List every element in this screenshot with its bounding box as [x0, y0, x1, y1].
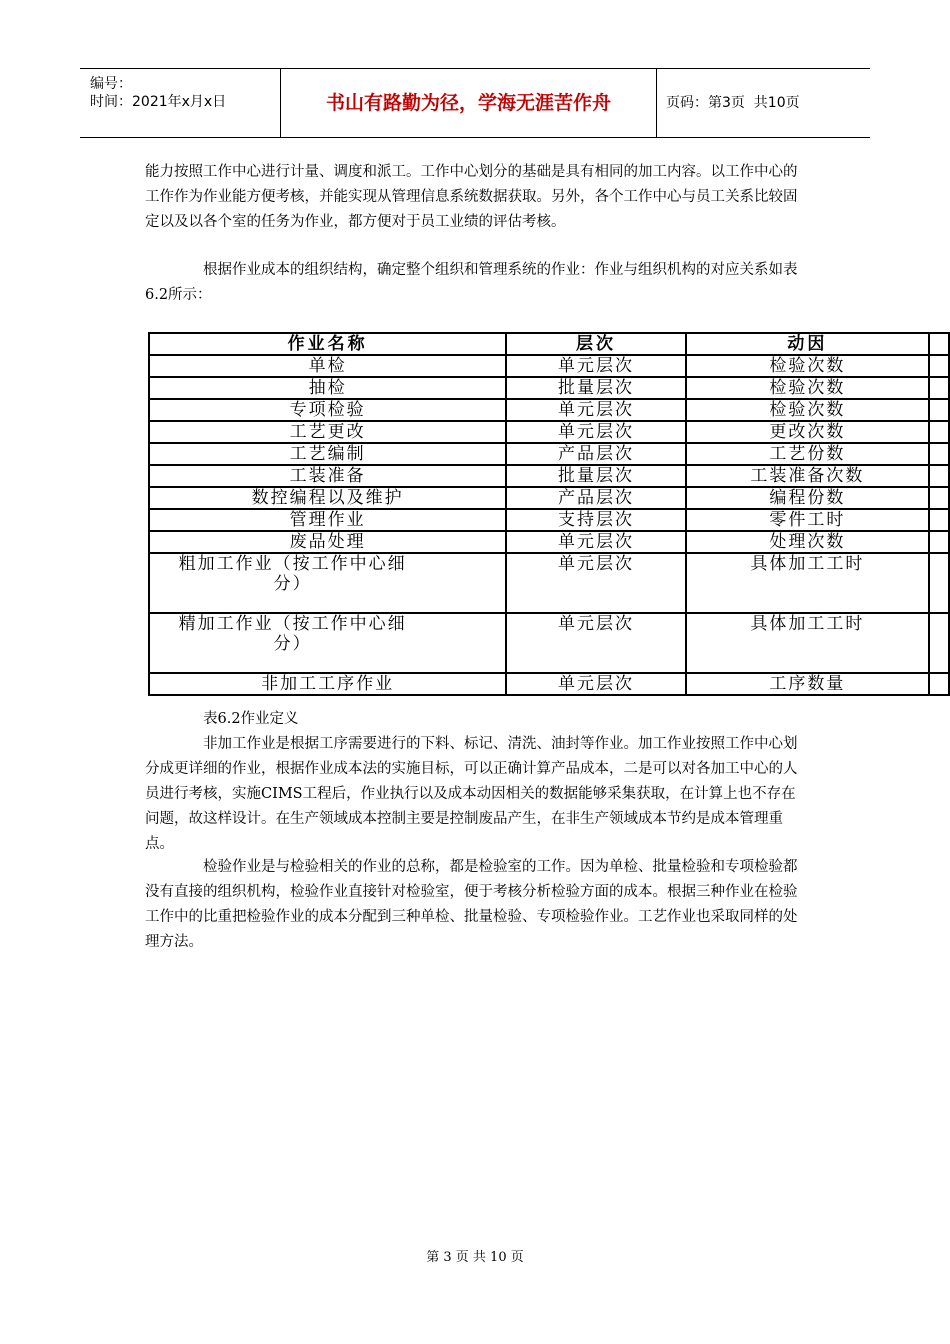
table-cell: 抽检	[149, 377, 506, 399]
table-cell	[929, 443, 949, 465]
table-row	[149, 509, 949, 531]
table-cell	[929, 673, 949, 695]
table-cell: 工装准备	[149, 465, 506, 487]
table-cell: 单元层次	[506, 421, 685, 443]
table-cell: 工艺更改	[149, 421, 506, 443]
table-cell: 检验次数	[686, 399, 929, 421]
table-header-cell	[929, 333, 949, 355]
table-cell: 精加工作业（按工作中心细分）	[149, 613, 506, 673]
table-cell: 管理作业	[149, 509, 506, 531]
table-row	[149, 421, 949, 443]
table-cell: 检验次数	[686, 377, 929, 399]
table-row	[149, 613, 949, 673]
table-cell: 工装准备次数	[686, 465, 929, 487]
paragraph: 根据作业成本的组织结构，确定整个组织和管理系统的作业：作业与组织机构的对应关系如表6.2所示：	[145, 262, 798, 303]
header-meta	[80, 69, 280, 137]
table-cell: 单元层次	[506, 399, 685, 421]
table-cell: 工艺编制	[149, 443, 506, 465]
table-cell	[929, 355, 949, 377]
table-cell: 处理次数	[686, 531, 929, 553]
table-cell: 检验次数	[686, 355, 929, 377]
table-cell: 数控编程以及维护	[149, 487, 506, 509]
table-cell: 编程份数	[686, 487, 929, 509]
page-header	[80, 68, 870, 138]
paragraph: 检验作业是与检验相关的作业的总称，都是检验室的工作。因为单检、批量检验和专项检验都没有直接的组织机构，检验作业直接针对检验室，便于考核分析检验方面的成本。根据三种作业在检验工作中的比重把检验作业的成本分配到三种单检、批量检验、专项检验作业。工艺作业也采取同样的处理方法。	[145, 859, 798, 950]
table-cell	[929, 465, 949, 487]
table-cell: 批量层次	[506, 377, 685, 399]
table-row	[149, 443, 949, 465]
table-header-cell: 作业名称	[149, 333, 506, 355]
table-cell: 废品处理	[149, 531, 506, 553]
table-cell: 批量层次	[506, 465, 685, 487]
table-header-cell: 动因	[686, 333, 929, 355]
table-row	[149, 487, 949, 509]
page-footer: 第 3 页 共 10 页	[426, 1250, 524, 1265]
table-cell: 工序数量	[686, 673, 929, 695]
table-row	[149, 399, 949, 421]
table-row	[149, 553, 949, 613]
table-caption: 表6.2作业定义	[203, 711, 299, 727]
table-row	[149, 531, 949, 553]
table-row	[149, 465, 949, 487]
table-cell: 具体加工工时	[686, 553, 929, 613]
header-page-info: 页码：第3页 共10页	[666, 95, 800, 111]
header-motto: 书山有路勤为径，学海无涯苦作舟	[325, 92, 611, 114]
table-cell: 零件工时	[686, 509, 929, 531]
paragraph: 能力按照工作中心进行计量、调度和派工。工作中心划分的基础是具有相同的加工内容。以工作中心的工作作为作业能方便考核，并能实现从管理信息系统数据获取。另外，各个工作中心与员工关系比较固定以及以各个室的任务为作业，都方便对于员工业绩的评估考核。	[145, 164, 798, 230]
table-row	[149, 355, 949, 377]
table-cell	[929, 487, 949, 509]
table-header-row	[149, 333, 949, 355]
table-cell: 粗加工作业（按工作中心细分）	[149, 553, 506, 613]
table-cell: 产品层次	[506, 487, 685, 509]
table-cell: 工艺份数	[686, 443, 929, 465]
table-cell	[929, 377, 949, 399]
header-divider	[656, 69, 657, 137]
table-cell	[929, 553, 949, 613]
paragraph: 非加工作业是根据工序需要进行的下料、标记、清洗、油封等作业。加工作业按照工作中心划分成更详细的作业，根据作业成本法的实施目标，可以正确计算产品成本，二是可以对各加工中心的人员进行考核，实施CIMS工程后，作业执行以及成本动因相关的数据能够采集获取，在计算上也不存在问题，故这样设计。在生产领域成本控制主要是控制废品产生，在非生产领域成本节约是成本管理重点。	[145, 736, 798, 852]
table-cell: 具体加工工时	[686, 613, 929, 673]
serial-label: 编号：	[90, 76, 132, 92]
activity-definition-table	[148, 332, 950, 696]
table-cell	[929, 421, 949, 443]
table-row	[149, 377, 949, 399]
table-header-cell: 层次	[506, 333, 685, 355]
table-cell: 产品层次	[506, 443, 685, 465]
table-cell: 单元层次	[506, 673, 685, 695]
table-cell: 单元层次	[506, 613, 685, 673]
table-cell: 更改次数	[686, 421, 929, 443]
table-row	[149, 673, 949, 695]
table-cell	[929, 531, 949, 553]
date-line: 时间：2021年x月x日	[90, 94, 227, 110]
table-cell	[929, 509, 949, 531]
table-cell: 支持层次	[506, 509, 685, 531]
table-cell: 单检	[149, 355, 506, 377]
table-cell: 单元层次	[506, 531, 685, 553]
table-cell: 单元层次	[506, 553, 685, 613]
table-cell: 单元层次	[506, 355, 685, 377]
table-cell: 非加工工序作业	[149, 673, 506, 695]
table-cell	[929, 613, 949, 673]
table-cell	[929, 399, 949, 421]
table-cell: 专项检验	[149, 399, 506, 421]
